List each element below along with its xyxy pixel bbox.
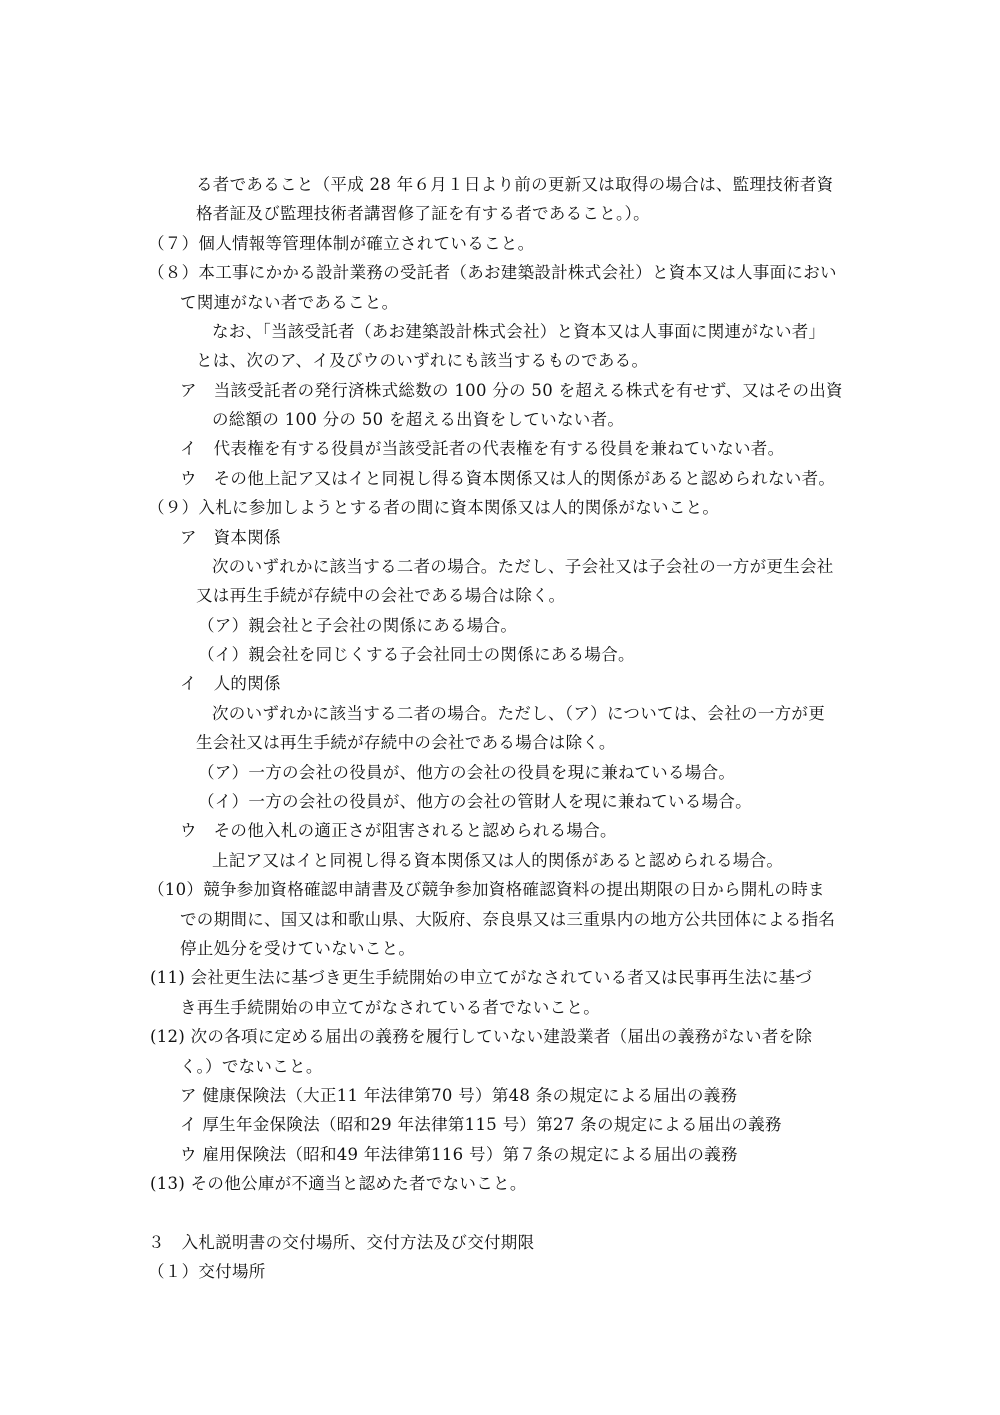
text-line: なお、「当該受託者（あお建築設計株式会社）と資本又は人事面に関連がない者」 bbox=[212, 322, 826, 341]
text-line: 生会社又は再生手続が存続中の会社である場合は除く。 bbox=[196, 733, 616, 752]
text-line: (11) 会社更生法に基づき更生手続開始の申立てがなされている者又は民事再生法に基づ bbox=[150, 968, 813, 987]
text-line: イ 代表権を有する役員が当該受託者の代表権を有する役員を兼ねていない者。 bbox=[180, 439, 785, 458]
text-line: 上記ア又はイと同視し得る資本関係又は人的関係があると認められる場合。 bbox=[212, 851, 784, 870]
text-line: (12) 次の各項に定める届出の義務を履行していない建設業者（届出の義務がない者を除 bbox=[150, 1027, 813, 1046]
text-line: ア 当該受託者の発行済株式総数の 100 分の 50 を超える株式を有せず、又はその出資 bbox=[180, 381, 843, 400]
text-line: 格者証及び監理技術者講習修了証を有する者であること。）。 bbox=[196, 204, 650, 223]
text-line: 次のいずれかに該当する二者の場合。ただし、（ア）については、会社の一方が更 bbox=[212, 704, 826, 723]
text-line: の総額の 100 分の 50 を超える出資をしていない者。 bbox=[212, 410, 625, 429]
text-line: （10）競争参加資格確認申請書及び競争参加資格確認資料の提出期限の日から開札の時ま bbox=[148, 880, 825, 899]
text-line: （１）交付場所 bbox=[148, 1262, 266, 1281]
text-line: く。）でないこと。 bbox=[180, 1057, 323, 1076]
text-line: イ 厚生年金保険法（昭和29 年法律第115 号）第27 条の規定による届出の義務 bbox=[180, 1115, 782, 1134]
text-line: （７）個人情報等管理体制が確立されていること。 bbox=[148, 234, 535, 253]
text-line: ア 健康保険法（大正11 年法律第70 号）第48 条の規定による届出の義務 bbox=[180, 1086, 738, 1105]
text-line: 次のいずれかに該当する二者の場合。ただし、子会社又は子会社の一方が更生会社 bbox=[212, 557, 834, 576]
text-line: イ 人的関係 bbox=[180, 674, 281, 693]
text-line: （ア）親会社と子会社の関係にある場合。 bbox=[198, 616, 518, 635]
text-line: ウ その他上記ア又はイと同視し得る資本関係又は人的関係があると認められない者。 bbox=[180, 469, 836, 488]
section-heading: ３ 入札説明書の交付場所、交付方法及び交付期限 bbox=[148, 1233, 535, 1252]
text-line: ア 資本関係 bbox=[180, 528, 281, 547]
text-line: る者であること（平成 28 年６月１日より前の更新又は取得の場合は、監理技術者資 bbox=[196, 175, 834, 194]
text-line: ウ その他入札の適正さが阻害されると認められる場合。 bbox=[180, 821, 617, 840]
text-line: ウ 雇用保険法（昭和49 年法律第116 号）第７条の規定による届出の義務 bbox=[180, 1145, 738, 1164]
text-line: （９）入札に参加しようとする者の間に資本関係又は人的関係がないこと。 bbox=[148, 498, 720, 517]
text-line: 又は再生手続が存続中の会社である場合は除く。 bbox=[196, 586, 566, 605]
text-line: て関連がない者であること。 bbox=[180, 293, 399, 312]
text-line: とは、次のア、イ及びウのいずれにも該当するものである。 bbox=[196, 351, 649, 370]
text-line: 停止処分を受けていないこと。 bbox=[180, 939, 416, 958]
text-line: （８）本工事にかかる設計業務の受託者（あお建築設計株式会社）と資本又は人事面におい bbox=[148, 263, 837, 282]
text-line: き再生手続開始の申立てがなされている者でないこと。 bbox=[180, 998, 600, 1017]
text-line: （ア）一方の会社の役員が、他方の会社の役員を現に兼ねている場合。 bbox=[198, 763, 736, 782]
text-line: （イ）親会社を同じくする子会社同士の関係にある場合。 bbox=[198, 645, 635, 664]
text-line: （イ）一方の会社の役員が、他方の会社の管財人を現に兼ねている場合。 bbox=[198, 792, 752, 811]
text-line: での期間に、国又は和歌山県、大阪府、奈良県又は三重県内の地方公共団体による指名 bbox=[180, 910, 836, 929]
text-line: (13) その他公庫が不適当と認めた者でないこと。 bbox=[150, 1174, 527, 1193]
